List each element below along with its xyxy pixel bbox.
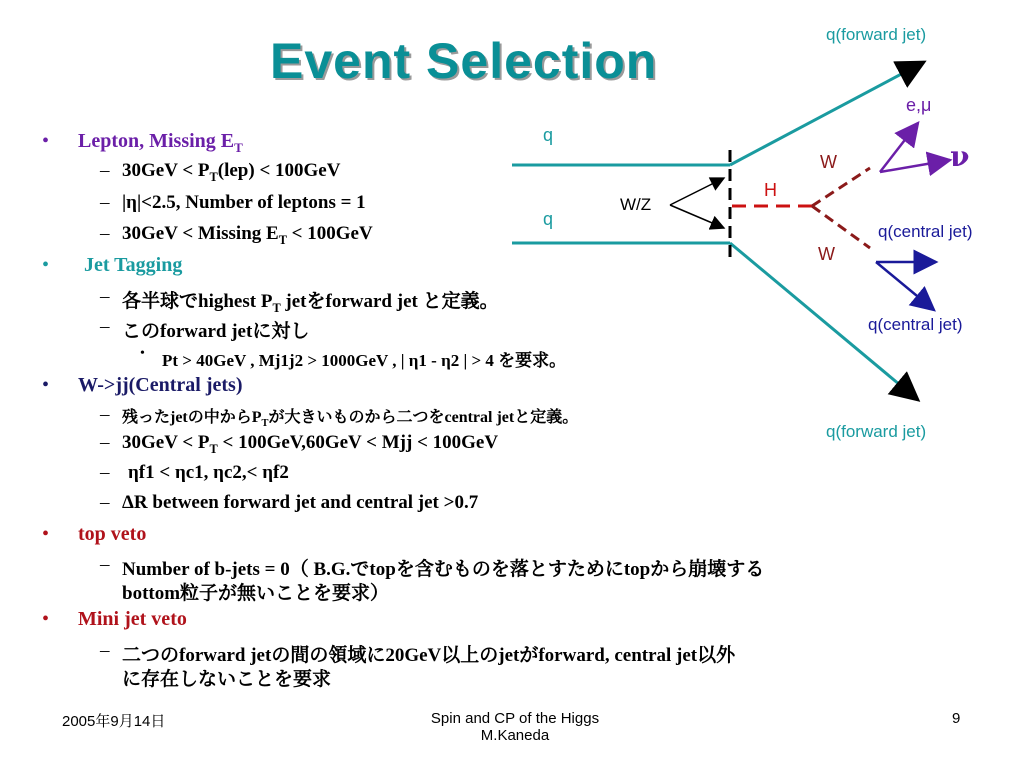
bullet-marker: •	[140, 346, 145, 361]
bullet-marker: •	[42, 608, 50, 630]
dash-marker: –	[100, 432, 110, 453]
dash-marker: –	[100, 492, 110, 513]
bullet-forward-jet-def: 各半球でhighest $P_T$ jetをforward jet と定義。	[122, 291, 499, 315]
w-line-top	[812, 168, 870, 206]
bullet-bjets: Number of b-jets = 0（ B.G.でtopを含むものを落とすためにtopから崩壊する	[122, 559, 765, 580]
bullet-forward-jet-cond: このforward jetに対し	[122, 321, 310, 342]
bullet-missing-et: 30GeV < Missing $E_T < 100GeV$	[122, 223, 373, 247]
footer-title	[400, 710, 630, 744]
dash-marker: –	[100, 462, 110, 483]
dash-marker: –	[100, 316, 110, 337]
label-central-jet-1: q(central jet)	[878, 222, 973, 241]
footer-page-number: 9	[952, 710, 961, 727]
bullet-lepton-eta: |η|<2.5, Number of leptons = 1	[122, 192, 366, 213]
bullet-lepton: Lepton, Missing $E_T$	[78, 130, 243, 155]
dash-marker: –	[100, 192, 110, 213]
label-wz: W/Z	[620, 195, 652, 214]
label-higgs: H	[764, 180, 777, 200]
footer-date: 2005年9月14日	[62, 713, 166, 730]
bullet-jet-tagging: Jet Tagging	[84, 254, 183, 276]
bullet-w-jj: W->jj(Central jets)	[78, 374, 243, 396]
dash-marker: –	[100, 160, 110, 181]
bullet-lepton-pt: $30GeV < P_T(lep) < 100GeV$	[122, 160, 341, 184]
label-forward-jet-top: q(forward jet)	[826, 25, 927, 44]
label-forward-jet-bottom: q(forward jet)	[826, 422, 927, 441]
label-e-mu: e,μ	[906, 95, 932, 115]
bullet-marker: •	[42, 254, 50, 276]
neutrino-arrow	[880, 160, 950, 172]
bullet-central-pt: $30GeV < P_T < 100GeV,60GeV$ < Mjj < 100GeV	[122, 432, 499, 456]
bullet-eta-order: ηf1 < ηc1, ηc2,< ηf2	[128, 462, 289, 483]
wz-arrow-bottom	[670, 205, 724, 228]
dash-marker: –	[100, 640, 110, 661]
bullet-delta-r: ΔR between forward jet and central jet >0.7	[122, 492, 479, 513]
bullet-marker: •	[42, 523, 50, 545]
bullet-marker: •	[42, 374, 50, 396]
bullet-top-veto: top veto	[78, 523, 147, 545]
w-line-bottom	[812, 206, 870, 248]
dash-marker: –	[100, 223, 110, 244]
bullet-mini-jet-veto: Mini jet veto	[78, 608, 187, 630]
lepton-arrow	[880, 123, 918, 172]
bullet-pt-mjj: Pt > 40GeV , Mj1j2 > 1000GeV , | η1 - η2 | > 4 を要求。	[162, 351, 567, 370]
bullet-bjets-cont: bottom粒子が無いことを要求）	[122, 583, 390, 604]
dash-marker: –	[100, 404, 110, 425]
label-quark-bottom: q	[543, 209, 554, 229]
bullet-minijet-region: 二つのforward jetの間の領域に20GeV以上のjetがforward, central jet以外	[122, 645, 736, 666]
forward-jet-top	[730, 62, 924, 165]
dash-marker: –	[100, 286, 110, 307]
label-quark-top: q	[543, 125, 554, 145]
dash-marker: –	[100, 554, 110, 575]
central-jet-arrow-2	[876, 262, 934, 310]
bullet-minijet-region-cont: に存在しないことを要求	[122, 669, 332, 690]
bullet-central-jet-def: 残ったjetの中から$P_T$が大きいものから二つをcentral jetと定義。	[122, 409, 579, 430]
footer-title-line1: Spin and CP of the Higgs	[430, 710, 600, 727]
label-neutrino: ν	[950, 140, 970, 173]
footer-title-line2: M.Kaneda	[480, 727, 550, 744]
label-central-jet-2: q(central jet)	[868, 315, 963, 334]
wz-arrow-top	[670, 178, 724, 205]
bullet-marker: •	[42, 130, 50, 152]
label-w-bottom: W	[818, 244, 835, 264]
label-w-top: W	[820, 152, 837, 172]
slide-title: Event Selection	[270, 33, 658, 89]
